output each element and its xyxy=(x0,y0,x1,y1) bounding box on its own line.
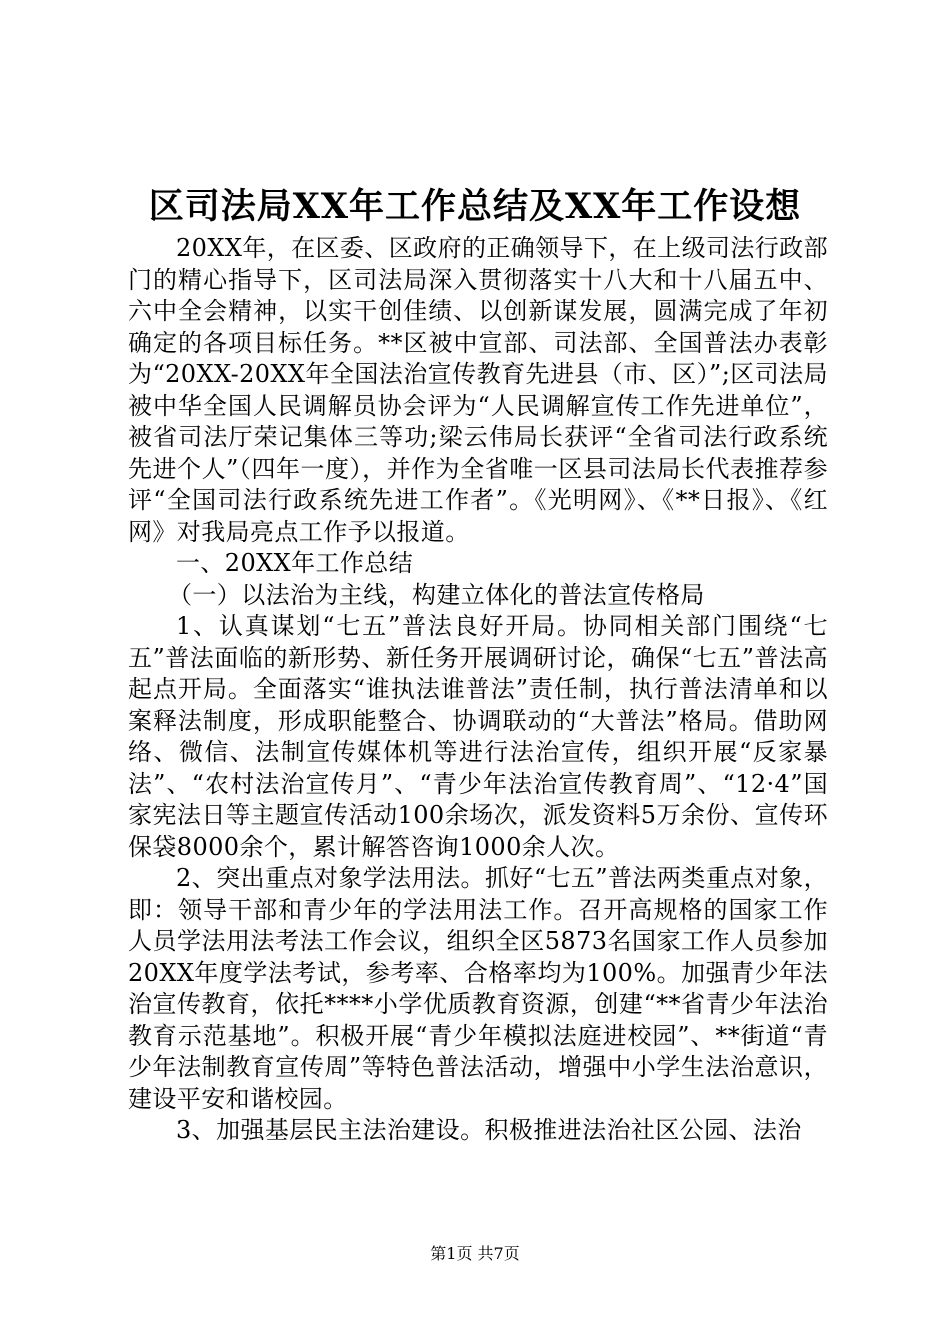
document-title: 区司法局XX年工作总结及XX年工作设想 xyxy=(148,186,802,227)
intro-paragraph: 20XX年，在区委、区政府的正确领导下，在上级司法行政部门的精心指导下，区司法局深入贯彻落实十八大和十八届五中、六中全会精神，以实干创佳绩、以创新谋发展，圆满完成了年初确定的各项目标任务。**区被中宣部、司法部、全国普法办表彰为“20XX-20XX年全国法治宣传教育先进县（市、区）”;区司法局被中华全国人民调解员协会评为“人民调解宣传工作先进单位”，被省司法厅荣记集体三等功;梁云伟局长获评“全省司法行政系统先进个人”（四年一度），并作为全省唯一区县司法局长代表推荐参评“全国司法行政系统先进工作者”。《光明网》、《**日报》、《红网》对我局亮点工作予以报道。 xyxy=(128,234,828,546)
document-body xyxy=(128,233,828,1147)
section-heading: 一、20XX年工作总结 xyxy=(176,549,414,577)
body-paragraph: 1、认真谋划“七五”普法良好开局。协同相关部门围绕“七五”普法面临的新形势、新任务开展调研讨论，确保“七五”普法高起点开局。全面落实“谁执法谁普法”责任制，执行普法清单和以案释法制度，形成职能整合、协调联动的“大普法”格局。借助网络、微信、法制宣传媒体机等进行法治宣传，组织开展“反家暴法”、“农村法治宣传月”、“青少年法治宣传教育周”、“12·4”国家宪法日等主题宣传活动100余场次，派发资料5万余份、宣传环保袋8000余个，累计解答咨询1000余人次。 xyxy=(128,612,828,861)
page-footer: 第1页 共7页 xyxy=(430,1244,520,1263)
subsection-heading: （一）以法治为主线，构建立体化的普法宣传格局 xyxy=(168,580,705,609)
body-paragraph: 2、突出重点对象学法用法。抓好“七五”普法两类重点对象，即：领导干部和青少年的学法用法工作。召开高规格的国家工作人员学法用法考法工作会议，组织全区5873名国家工作人员参加20XX年度学法考试，参考率、合格率均为100%。加强青少年法治宣传教育，依托****小学优质教育资源，创建“**省青少年法治教育示范基地”。积极开展“青少年模拟法庭进校园”、**街道“青少年法制教育宣传周”等特色普法活动，增强中小学生法治意识，建设平安和谐校园。 xyxy=(128,864,828,1113)
body-paragraph: 3、加强基层民主法治建设。积极推进法治社区公园、法治 xyxy=(176,1116,802,1144)
